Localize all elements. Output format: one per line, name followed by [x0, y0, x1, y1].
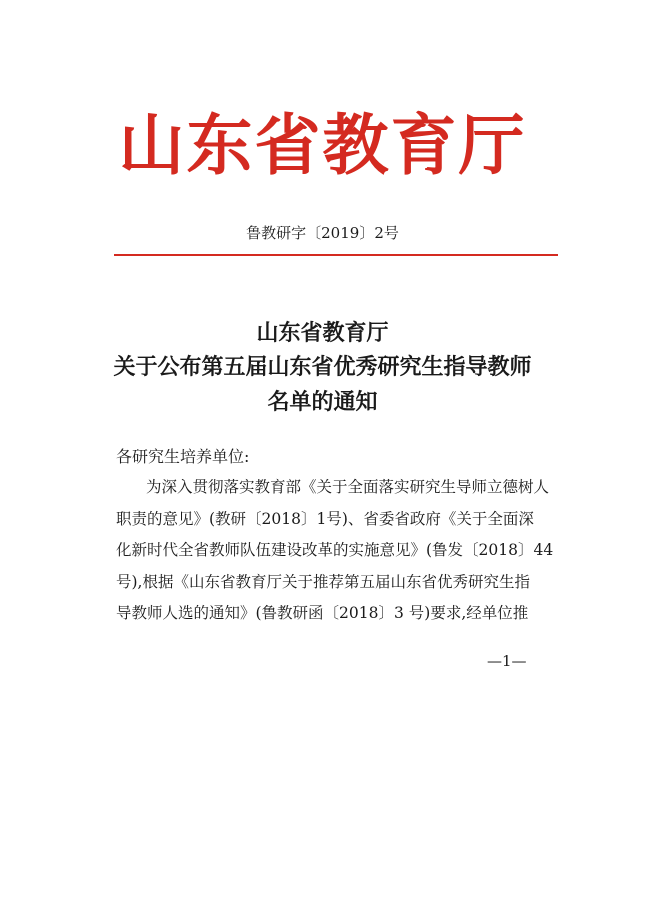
page-number: —1— [487, 652, 527, 670]
body-line: 职责的意见》(教研〔2018〕1号)、省委省政府《关于全面深 [116, 510, 534, 528]
document-number: 鲁教研字〔2019〕2号 [246, 224, 399, 242]
title-line-1: 山东省教育厅 [256, 320, 389, 346]
body-line: 号),根据《山东省教育厅关于推荐第五届山东省优秀研究生指 [116, 573, 530, 591]
title-line-2: 关于公布第五届山东省优秀研究生指导教师 [113, 354, 532, 380]
agency-name: 山东省教育厅 [118, 106, 527, 184]
body-line: 导教师人选的通知》(鲁教研函〔2018〕3 号)要求,经单位推 [116, 604, 529, 622]
title-line-3: 名单的通知 [267, 389, 378, 415]
red-divider [114, 254, 558, 256]
body-line: 为深入贯彻落实教育部《关于全面落实研究生导师立德树人 [146, 478, 550, 496]
body-line: 化新时代全省教师队伍建设改革的实施意见》(鲁发〔2018〕44 [116, 541, 554, 559]
salutation: 各研究生培养单位: [116, 447, 250, 466]
